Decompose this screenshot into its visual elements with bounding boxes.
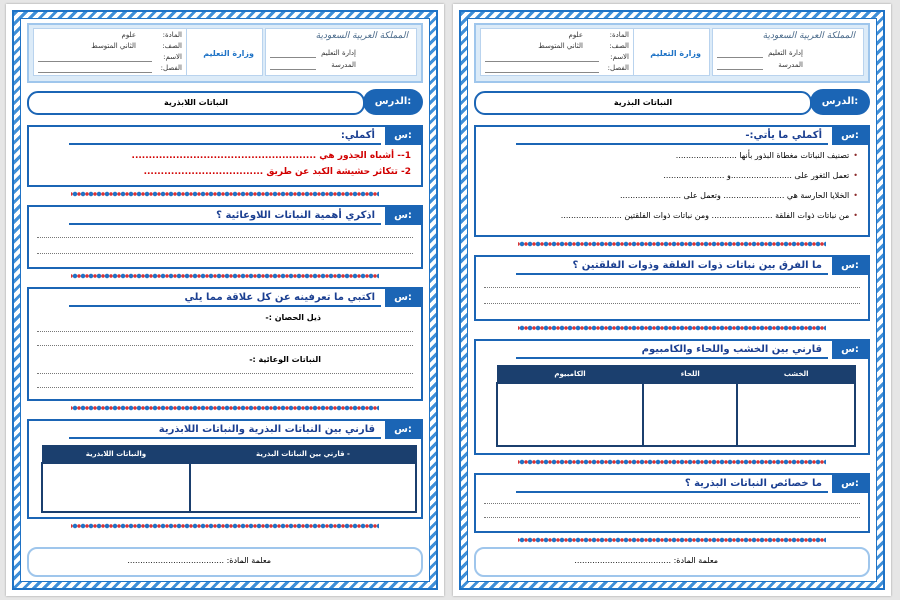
decorative-frame xyxy=(459,10,885,590)
divider xyxy=(71,523,379,529)
student-info-box: المادة: علوم الصف: الثاني المتوسط الاسم: الفصل: xyxy=(33,28,187,76)
question-4-title: ما خصائص النباتات البذرية ؟ xyxy=(516,477,828,493)
subject-value: علوم xyxy=(121,31,136,39)
answer-line[interactable] xyxy=(484,503,860,504)
question-1: س: أكملي: 1-- أشباه الجذور هي ...................................................... 2- تتكاثر حشيشة الكبد عن طريق ................................... xyxy=(27,125,423,187)
divider xyxy=(71,273,379,279)
question-2-title: اذكري أهمية النباتات اللاوعائية ؟ xyxy=(69,209,381,225)
grade-value: الثاني المتوسط xyxy=(91,42,136,50)
name-field[interactable] xyxy=(38,61,152,62)
lesson-row xyxy=(474,89,870,115)
class-field[interactable] xyxy=(38,72,152,73)
decorative-frame xyxy=(12,10,438,590)
divider xyxy=(71,191,379,197)
divider xyxy=(518,325,826,331)
question-1-title: أكملي ما يأتي:- xyxy=(516,129,828,145)
answer-line[interactable] xyxy=(484,517,860,518)
lesson-label: الدرس: xyxy=(363,89,423,115)
question-2: س: ما الفرق بين نباتات ذوات الفلقة وذوات الفلقتين ؟ xyxy=(474,255,870,321)
q3-term-b: النباتات الوعائية :- xyxy=(249,355,321,364)
divider xyxy=(518,537,826,543)
question-3: س: اكتبي ما تعرفينه عن كل علاقة مما يلي ذيل الحصان :- النباتات الوعائية :- xyxy=(27,287,423,401)
school-label: المدرسة xyxy=(331,61,356,69)
question-3: س: قارني بين الخشب واللحاء والكامبيوم الخشب اللحاء الكامبيوم xyxy=(474,339,870,455)
q1-item-4: • من نباتات ذوات الفلقة ........................ ومن نباتات ذوات الفلقتين ........................ xyxy=(561,211,858,220)
divider xyxy=(518,241,826,247)
ministry-logo-text: المملكة العربية السعودية xyxy=(315,31,408,41)
answer-line[interactable] xyxy=(37,331,413,332)
answer-line[interactable] xyxy=(37,387,413,388)
divider xyxy=(71,405,379,411)
teacher-signature: معلمة المادة: ...................................... xyxy=(574,556,718,565)
table-header: الخشب xyxy=(737,366,855,384)
question-3-title: قارني بين الخشب واللحاء والكامبيوم xyxy=(516,343,828,359)
table-cell[interactable] xyxy=(497,383,643,446)
question-2-title: ما الفرق بين نباتات ذوات الفلقة وذوات الفلقتين ؟ xyxy=(516,259,828,275)
header-admin-box xyxy=(265,28,417,76)
header-admin-box xyxy=(712,28,864,76)
grade-value: الثاني المتوسط xyxy=(538,42,583,50)
lesson-label: الدرس: xyxy=(810,89,870,115)
answer-line[interactable] xyxy=(484,287,860,288)
table-cell[interactable] xyxy=(190,463,416,512)
edu-admin-label: إدارة التعليم xyxy=(321,49,356,57)
page-inner xyxy=(20,18,430,582)
answer-line[interactable] xyxy=(37,253,413,254)
lesson-title: النباتات البذرية xyxy=(474,91,812,115)
q1-item-2: • تعمل الثغور على ........................و ........................ xyxy=(663,171,858,180)
student-info-box: المادة: علوم الصف: الثاني المتوسط الاسم: الفصل: xyxy=(480,28,634,76)
moe-logo: وزارة التعليم xyxy=(650,49,701,58)
table-cell[interactable] xyxy=(737,383,855,446)
edu-admin-label: إدارة التعليم xyxy=(768,49,803,57)
answer-line[interactable] xyxy=(37,237,413,238)
question-1-title: أكملي: xyxy=(69,129,381,145)
table-header: الكامبيوم xyxy=(497,366,643,384)
q1-item-1: • تصنيف النباتات مغطاة البذور بأنها ........................ xyxy=(676,151,858,160)
q1-item-2: 2- تتكاثر حشيشة الكبد عن طريق ................................... xyxy=(143,167,411,177)
worksheet-page-left xyxy=(6,4,444,596)
answer-line[interactable] xyxy=(37,345,413,346)
comparison-table xyxy=(41,445,417,513)
school-label: المدرسة xyxy=(778,61,803,69)
table-header: اللحاء xyxy=(643,366,737,384)
lesson-title: النباتات اللابذرية xyxy=(27,91,365,115)
table-cell[interactable] xyxy=(42,463,190,512)
q3-term-a: ذيل الحصان :- xyxy=(265,313,321,322)
name-field[interactable] xyxy=(485,61,599,62)
answer-line[interactable] xyxy=(37,373,413,374)
question-4: س: قارني بين النباتات البذرية والنباتات اللابذرية - قارني بين النباتات البذرية والنباتات اللابذرية xyxy=(27,419,423,519)
question-4-title: قارني بين النباتات البذرية والنباتات اللابذرية xyxy=(69,423,381,439)
question-1: س: أكملي ما يأتي:- • تصنيف النباتات مغطاة البذور بأنها ........................ • تعمل الثغور على ........................و ........................ • الخلايا الحارسة هي ........................ وتعمل على ........................ • من نباتات ذوات الفلقة ........................ ومن نباتات ذوات الفلقتين ........................ xyxy=(474,125,870,237)
comparison-table xyxy=(496,365,856,447)
page-header xyxy=(474,23,870,83)
q1-item-3: • الخلايا الحارسة هي ........................ وتعمل على ........................ xyxy=(620,191,858,200)
worksheet-page-right xyxy=(453,4,891,596)
class-field[interactable] xyxy=(485,72,599,73)
teacher-signature: معلمة المادة: ...................................... xyxy=(127,556,271,565)
divider xyxy=(518,459,826,465)
page-footer xyxy=(474,547,870,577)
lesson-row xyxy=(27,89,423,115)
answer-line[interactable] xyxy=(484,303,860,304)
q1-item-1: 1-- أشباه الجذور هي ...................................................... xyxy=(131,151,411,161)
question-2: س: اذكري أهمية النباتات اللاوعائية ؟ xyxy=(27,205,423,269)
page-header xyxy=(27,23,423,83)
table-header: والنباتات اللابذرية xyxy=(42,446,190,464)
question-3-title: اكتبي ما تعرفينه عن كل علاقة مما يلي xyxy=(69,291,381,307)
page-inner xyxy=(467,18,877,582)
page-footer xyxy=(27,547,423,577)
table-cell[interactable] xyxy=(643,383,737,446)
ministry-logo-text: المملكة العربية السعودية xyxy=(762,31,855,41)
question-4: س: ما خصائص النباتات البذرية ؟ xyxy=(474,473,870,533)
table-header: - قارني بين النباتات البذرية xyxy=(190,446,416,464)
moe-logo: وزارة التعليم xyxy=(203,49,254,58)
subject-value: علوم xyxy=(568,31,583,39)
